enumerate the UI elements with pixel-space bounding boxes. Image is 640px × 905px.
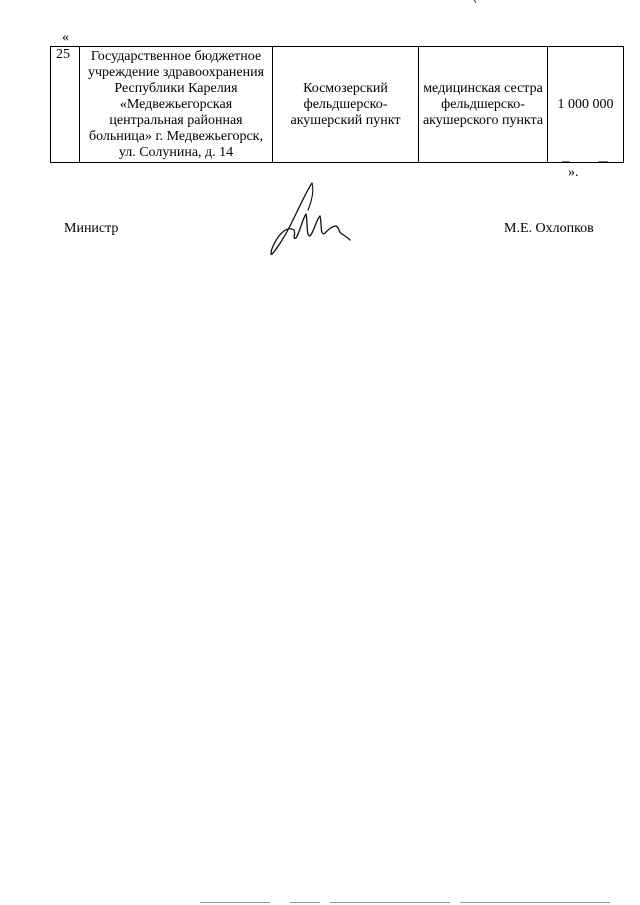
footer-line xyxy=(200,902,270,903)
row-number: 25 xyxy=(51,47,80,163)
handwritten-signature xyxy=(262,180,352,256)
position-cell: медицинская сестра фельдшерско-акушерского пункта xyxy=(419,47,548,163)
institution-cell: Государственное бюджетное учреждение здравоохранения Республики Карелия «Медвежьегорская центральная районная больница» г. Медвежьегорск, ул. Солунина, д. 14 xyxy=(80,47,273,163)
underline-mark xyxy=(562,161,570,162)
registry-table xyxy=(50,46,624,163)
signatory-title: Министр xyxy=(64,221,119,236)
footer-line xyxy=(290,902,320,903)
amount-cell: 1 000 000 xyxy=(548,47,624,163)
footer-line xyxy=(330,902,450,903)
signatory-name: М.Е. Охлопков xyxy=(504,221,594,236)
closing-quote: ». xyxy=(568,165,579,180)
opening-quote: « xyxy=(62,30,69,45)
footer-line xyxy=(460,902,610,903)
corner-mark xyxy=(472,0,480,4)
facility-cell: Космозерский фельдшерско-акушерский пункт xyxy=(273,47,419,163)
table-row xyxy=(51,47,624,163)
underline-mark xyxy=(598,161,608,162)
